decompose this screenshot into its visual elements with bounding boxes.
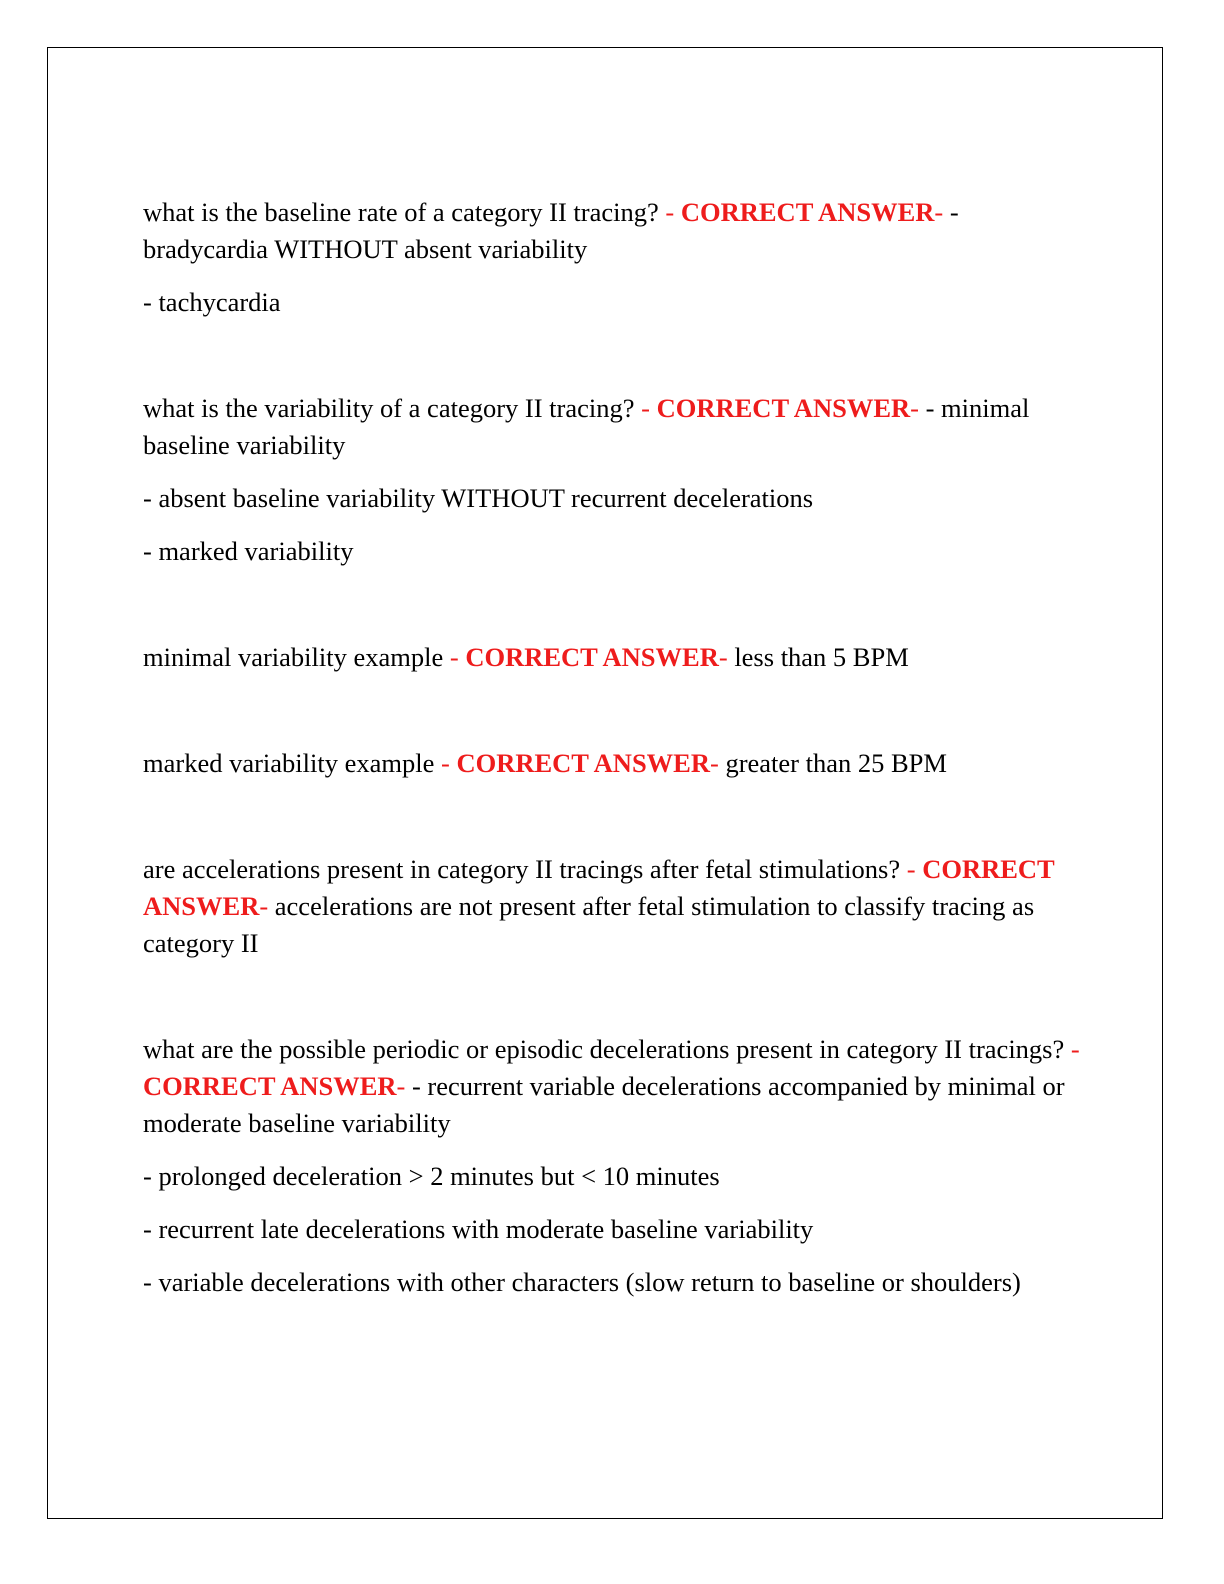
qa-item-marked-variability (143, 745, 1083, 782)
answer-text: - bradycardia WITHOUT absent variability (143, 197, 959, 264)
answer-label: - CORRECT ANSWER- (143, 854, 1055, 921)
answer-bullet: - recurrent late decelerations with moderate baseline variability (143, 1214, 814, 1244)
answer-bullet: - prolonged deceleration > 2 minutes but < 10 minutes (143, 1161, 720, 1191)
question-text: are accelerations present in category II tracings after fetal stimulations? (143, 854, 907, 884)
qa-item-accelerations (143, 851, 1083, 962)
qa-line (143, 1031, 1083, 1142)
answer-text: less than 5 BPM (727, 642, 909, 672)
answer-text: greater than 25 BPM (718, 748, 947, 778)
qa-item-baseline-rate (143, 194, 1083, 321)
answer-bullet: - absent baseline variability WITHOUT recurrent decelerations (143, 483, 814, 513)
question-text: what is the variability of a category II tracing? (143, 393, 642, 423)
qa-item-decelerations (143, 1031, 1083, 1301)
answer-label: - CORRECT ANSWER- (641, 393, 919, 423)
answer-text: accelerations are not present after fetal stimulation to classify tracing as category II (143, 891, 1035, 958)
question-text: minimal variability example (143, 642, 450, 672)
qa-line (143, 194, 1083, 268)
answer-bullet: - marked variability (143, 536, 354, 566)
qa-line (143, 390, 1083, 464)
qa-line (143, 745, 1083, 782)
answer-text: - recurrent variable decelerations accompanied by minimal or moderate baseline variability (143, 1071, 1065, 1138)
answer-label: - CORRECT ANSWER- (441, 748, 719, 778)
question-text: what are the possible periodic or episodic decelerations present in category II tracings? (143, 1034, 1071, 1064)
answer-bullet: - variable decelerations with other characters (slow return to baseline or shoulders) (143, 1267, 1021, 1297)
qa-line (143, 851, 1083, 962)
qa-line (143, 639, 1083, 676)
answer-label: - CORRECT ANSWER- (449, 642, 728, 672)
answer-label: - CORRECT ANSWER- (665, 197, 944, 227)
question-text: marked variability example (143, 748, 442, 778)
answer-text: - minimal baseline variability (143, 393, 1030, 460)
qa-item-minimal-variability (143, 639, 1083, 676)
flashcard-content (143, 194, 1083, 1370)
qa-item-variability (143, 390, 1083, 570)
answer-label: - CORRECT ANSWER- (143, 1034, 1080, 1101)
question-text: what is the baseline rate of a category II tracing? (143, 197, 666, 227)
answer-bullet: - tachycardia (143, 287, 281, 317)
